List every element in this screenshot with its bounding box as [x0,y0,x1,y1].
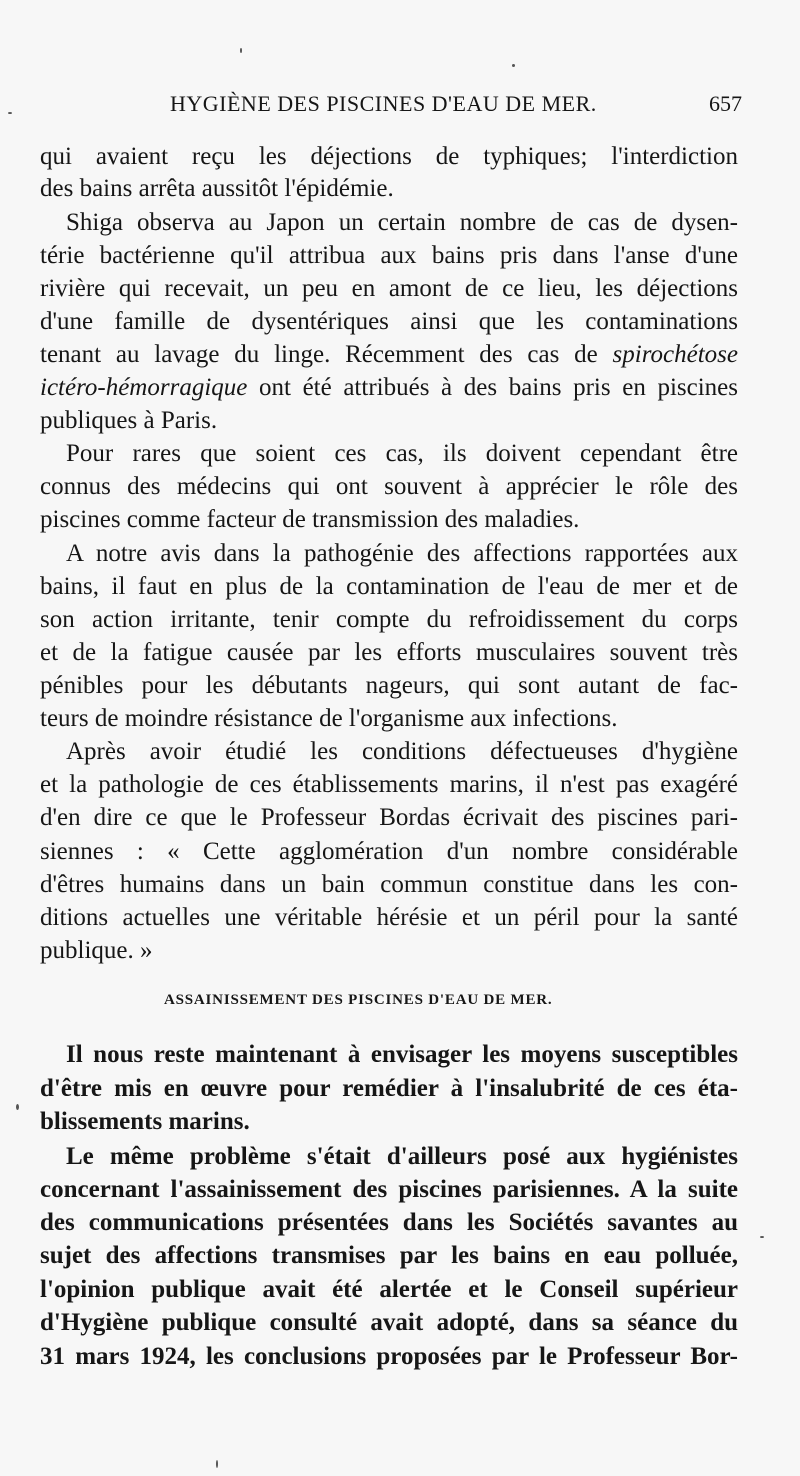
text-line: Après avoir étudié les conditions défectueuses d'hygiène [66,738,738,765]
text-line: pénibles pour les débutants nageurs, qui sont autant de fac- [40,672,738,699]
text-line: teurs de moindre résistance de l'organisme aux infections. [40,705,618,732]
text-line: bains, il faut en plus de la contamination de l'eau de mer et de [40,573,738,600]
text-line: térie bactérienne qu'il attribua aux bains pris dans l'anse d'une [40,242,738,269]
scan-speck [216,1460,218,1468]
text-line: Pour rares que soient ces cas, ils doivent cependant être [66,440,738,467]
text-segment: ont été attribués à des bains pris en piscines [259,374,738,401]
text-line: siennes : « Cette agglomération d'un nombre considérable [40,838,738,865]
text-line: des communications présentées dans les Sociétés savantes au [40,1209,738,1236]
text-line: Il nous reste maintenant à envisager les moyens susceptibles [66,1041,738,1068]
text-line: des bains arrêta aussitôt l'épidémie. [40,175,394,202]
italic-term: ictéro-hémorragique [40,374,248,401]
text-line: 31 mars 1924, les conclusions proposées par le Professeur Bor- [40,1343,738,1370]
text-line: d'en dire ce que le Professeur Bordas écrivait des piscines pari- [40,804,738,831]
text-segment: tenant au lavage du linge. Récemment des cas de [40,341,598,368]
text-line: d'une famille de dysentériques ainsi que les contaminations [40,308,738,335]
text-line: publiques à Paris. [40,407,218,434]
text-line: piscines comme facteur de transmission des maladies. [40,506,580,533]
scan-speck [240,48,242,53]
text-line: rivière qui recevait, un peu en amont de ce lieu, les déjections [40,275,738,302]
running-header [40,91,742,125]
text-line: et de la fatigue causée par les efforts musculaires souvent très [40,639,738,666]
text-line: connus des médecins qui ont souvent à apprécier le rôle des [40,473,738,500]
text-line: publique. » [40,937,153,964]
text-line: concernant l'assainissement des piscines parisiennes. A la suite [40,1176,738,1203]
scan-speck [760,1236,764,1238]
text-line: Le même problème s'était d'ailleurs posé aux hygiénistes [66,1143,738,1170]
text-line: qui avaient reçu les déjections de typhiques; l'interdiction [40,143,738,170]
running-title: HYGIÈNE DES PISCINES D'EAU DE MER. [170,91,597,116]
scan-speck [512,64,515,67]
text-line: d'êtres humains dans un bain commun constitue dans les con- [40,871,738,898]
section-heading: ASSAINISSEMENT DES PISCINES D'EAU DE MER. [164,992,553,1008]
text-line: Shiga observa au Japon un certain nombre de cas de dysen- [66,209,738,236]
text-line: sujet des affections transmises par les bains en eau polluée, [40,1242,738,1269]
text-line: blissements marins. [40,1108,250,1135]
text-line: l'opinion publique avait été alertée et le Conseil supérieur [40,1276,738,1303]
text-line: son action irritante, tenir compte du refroidissement du corps [40,606,738,633]
italic-term: spirochétose [612,341,738,368]
text-line: d'Hygiène publique consulté avait adopté, dans sa séance du [40,1309,738,1336]
text-line: ditions actuelles une véritable hérésie et un péril pour la santé [40,904,738,931]
scan-speck [16,1104,19,1110]
page-number: 657 [709,91,742,116]
text-line: et la pathologie de ces établissements marins, il n'est pas exagéré [40,771,738,798]
text-line: d'être mis en œuvre pour remédier à l'insalubrité de ces éta- [40,1075,738,1102]
text-line: A notre avis dans la pathogénie des affections rapportées aux [66,540,738,567]
text-line-with-italic [40,372,738,404]
text-line-with-italic [40,339,738,371]
scan-speck [8,112,12,114]
